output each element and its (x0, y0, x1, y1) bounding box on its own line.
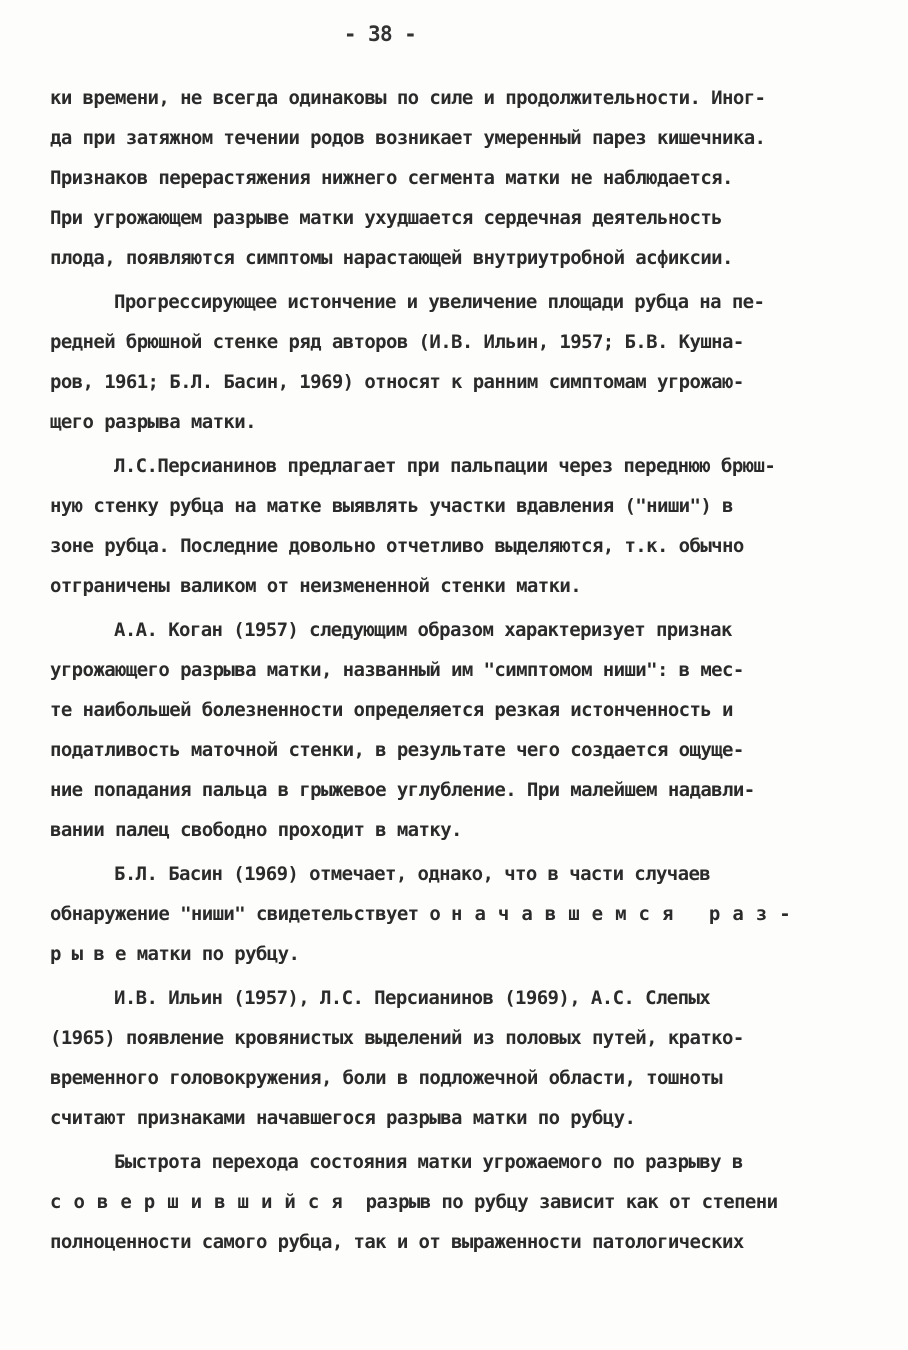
paragraph-first-line: Быстрота перехода состояния матки угрожаемого по разрыву в (114, 1151, 743, 1173)
text-line (50, 894, 870, 934)
text-line: (1965) появление кровянистых выделений из половых путей, кратко- (50, 1027, 744, 1049)
text-line: зоне рубца. Последние довольно отчетливо выделяются, т.к. обычно (50, 535, 744, 557)
text-line: отграничены валиком от неизмененной стенки матки. (50, 575, 582, 597)
paragraph-first-line: Б.Л. Басин (1969) отмечает, однако, что в части случаев (114, 863, 711, 885)
spaced-emphasis: начавшемся раз- (451, 903, 803, 925)
paragraph-first-line: И.В. Ильин (1957), Л.С. Персианинов (1969), А.С. Слепых (114, 987, 711, 1009)
paragraph-first-line: Прогрессирующее истончение и увеличение площади рубца на пе- (114, 291, 765, 313)
text-line: щего разрыва матки. (50, 411, 256, 433)
paragraph-first-line: А.А. Коган (1957) следующим образом характеризует признак (114, 619, 732, 641)
text-line: полноценности самого рубца, так и от выраженности патологических (50, 1231, 744, 1253)
text-line: ную стенку рубца на матке выявлять участки вдавления ("ниши") в (50, 495, 733, 517)
text-line: угрожающего разрыва матки, названный им "симптомом ниши": в мес- (50, 659, 744, 681)
paragraph-first-line: Л.С.Персианинов предлагает при пальпации через переднюю брюш- (114, 455, 776, 477)
text-line: При угрожающем разрыве матки ухудшается сердечная деятельность (50, 207, 723, 229)
text-line: считают признаками начавшегося разрыва матки по рубцу. (50, 1107, 636, 1129)
text-line: податливость маточной стенки, в результате чего создается ощуще- (50, 739, 744, 761)
text-line: ние попадания пальца в грыжевое углубление. При малейшем надавли- (50, 779, 755, 801)
spaced-emphasis: совершившийся (50, 1191, 355, 1213)
text-line: временного головокружения, боли в подложечной области, тошноты (50, 1067, 723, 1089)
text-line (50, 1182, 870, 1222)
text-line: ки времени, не всегда одинаковы по силе и продолжительности. Иног- (50, 87, 766, 109)
text-line: плода, появляются симптомы нарастающей внутриутробной асфиксии. (50, 247, 733, 269)
text-span: обнаружение "ниши" свидетельствует о (50, 903, 441, 925)
text-line: вании палец свободно проходит в матку. (50, 819, 462, 841)
text-line: ров, 1961; Б.Л. Басин, 1969) относят к ранним симптомам угрожаю- (50, 371, 744, 393)
text-line: Признаков перерастяжения нижнего сегмента матки не наблюдается. (50, 167, 733, 189)
text-span: разрыв по рубцу зависит как от степени (365, 1191, 778, 1213)
text-line: те наибольшей болезненности определяется резкая истонченность и (50, 699, 733, 721)
text-line: редней брюшной стенке ряд авторов (И.В. Ильин, 1957; Б.В. Кушна- (50, 331, 744, 353)
text-body (50, 78, 870, 1262)
text-line: да при затяжном течении родов возникает умеренный парез кишечника. (50, 127, 766, 149)
page-number: - 38 - (343, 22, 417, 46)
text-line: р ы в е матки по рубцу. (50, 943, 300, 965)
